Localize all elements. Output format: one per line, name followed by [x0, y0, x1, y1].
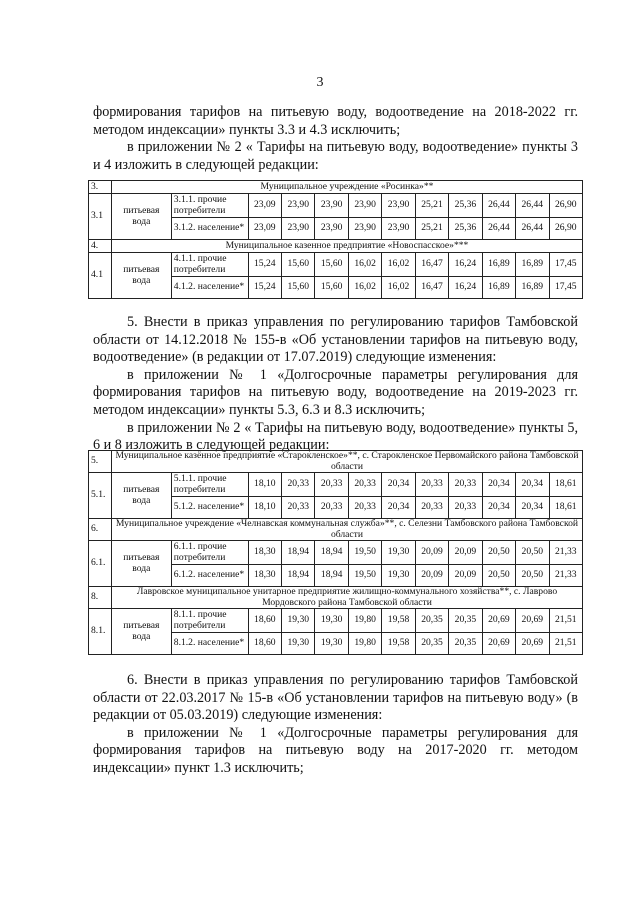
value-cell: 20,33 [282, 497, 315, 519]
value-cell: 20,34 [516, 473, 549, 497]
value-cell: 19,30 [315, 609, 348, 633]
value-cell: 19,58 [382, 633, 415, 655]
section-5-paragraph-3: в приложении № 2 « Тарифы на питьевую воду, водоотведение» пункты 5, 6 и 8 изложить в следующей редакции: [93, 419, 578, 454]
value-cell: 20,50 [516, 565, 549, 587]
value-cell: 20,50 [482, 565, 515, 587]
value-cell: 19,30 [282, 633, 315, 655]
value-cell: 20,69 [482, 633, 515, 655]
value-cell: 20,33 [415, 473, 448, 497]
value-cell: 18,10 [248, 473, 281, 497]
value-cell: 20,35 [449, 609, 482, 633]
value-cell: 20,09 [449, 541, 482, 565]
value-cell: 23,90 [315, 218, 348, 240]
value-cell: 20,09 [415, 565, 448, 587]
value-cell: 20,33 [415, 497, 448, 519]
table-row [89, 194, 583, 218]
value-cell: 20,33 [282, 473, 315, 497]
sub-index: 4.1 [89, 253, 112, 299]
section-6-paragraph-1: 6. Внести в приказ управления по регулированию тарифов Тамбовской области от 22.03.2017 № 15-в «Об установлении тарифов на питьевую воду» (в редакции от 05.03.2019) следующие изменения: [93, 672, 578, 724]
value-cell: 25,21 [415, 194, 448, 218]
value-cell: 23,90 [282, 194, 315, 218]
table-row [89, 253, 583, 277]
row-label: 3.1.1. прочие потребители [171, 194, 248, 218]
row-label: 6.1.1. прочие потребители [171, 541, 248, 565]
section-5-text [93, 314, 578, 455]
group-index: 4. [89, 240, 112, 253]
value-cell: 20,33 [348, 497, 381, 519]
value-cell: 18,94 [282, 541, 315, 565]
group-header: Муниципальное учреждение «Челнавская коммунальная служба»**, с. Селезни Тамбовского района Тамбовской области [111, 519, 582, 541]
value-cell: 23,90 [348, 194, 381, 218]
value-cell: 18,94 [282, 565, 315, 587]
value-cell: 25,36 [449, 218, 482, 240]
value-cell: 20,33 [348, 473, 381, 497]
value-cell: 18,60 [248, 633, 281, 655]
row-label: 4.1.2. население* [171, 277, 248, 299]
section-5-paragraph-1: 5. Внести в приказ управления по регулированию тарифов Тамбовской области от 14.12.2018 № 155-в «Об установлении тарифов на питьевую воду, водоотведение» (в редакции от 17.07.2019) следующие изменения: [93, 314, 578, 366]
value-cell: 19,80 [348, 633, 381, 655]
value-cell: 16,47 [415, 253, 448, 277]
value-cell: 16,02 [348, 277, 381, 299]
service-name: питьевая вода [111, 194, 171, 240]
value-cell: 19,30 [315, 633, 348, 655]
value-cell: 18,60 [248, 609, 281, 633]
table-group-header-row [89, 240, 583, 253]
value-cell: 20,34 [482, 497, 515, 519]
value-cell: 21,51 [549, 633, 582, 655]
service-name: питьевая вода [111, 473, 171, 519]
group-index: 8. [89, 587, 112, 609]
table-group-header-row [89, 519, 583, 541]
value-cell: 20,35 [449, 633, 482, 655]
intro-paragraph-1: формирования тарифов на питьевую воду, водоотведение на 2018-2022 гг. методом индексации» пункты 3.3 и 4.3 исключить; [93, 104, 578, 138]
value-cell: 25,36 [449, 194, 482, 218]
row-label: 8.1.2. население* [171, 633, 248, 655]
value-cell: 16,47 [415, 277, 448, 299]
sub-index: 8.1. [89, 609, 112, 655]
row-label: 8.1.1. прочие потребители [171, 609, 248, 633]
section-6-text [93, 672, 578, 778]
table-row [89, 541, 583, 565]
value-cell: 26,90 [549, 194, 582, 218]
value-cell: 26,44 [516, 218, 549, 240]
value-cell: 20,34 [482, 473, 515, 497]
value-cell: 19,30 [382, 541, 415, 565]
tariff-table-2 [88, 450, 583, 655]
row-label: 4.1.1. прочие потребители [171, 253, 248, 277]
table-group-header-row [89, 587, 583, 609]
value-cell: 21,33 [549, 565, 582, 587]
section-5-paragraph-2: в приложении № 1 «Долгосрочные параметры регулирования для формирования тарифов на питьевую воду, водоотведение на 2019-2023 гг. методом индексации» пункты 5.3, 6.3 и 8.3 исключить; [93, 366, 578, 418]
value-cell: 15,60 [315, 277, 348, 299]
value-cell: 20,50 [516, 541, 549, 565]
value-cell: 18,94 [315, 565, 348, 587]
sub-index: 5.1. [89, 473, 112, 519]
value-cell: 15,60 [282, 253, 315, 277]
group-index: 3. [89, 181, 112, 194]
value-cell: 25,21 [415, 218, 448, 240]
group-header: Муниципальное казенное предприятие «Новоспасское»*** [111, 240, 582, 253]
value-cell: 19,30 [282, 609, 315, 633]
value-cell: 23,09 [248, 218, 281, 240]
group-index: 5. [89, 451, 112, 473]
value-cell: 15,24 [248, 253, 281, 277]
service-name: питьевая вода [111, 541, 171, 587]
value-cell: 16,24 [449, 253, 482, 277]
value-cell: 15,60 [282, 277, 315, 299]
table-group-header-row [89, 451, 583, 473]
page-number: 3 [316, 75, 324, 90]
value-cell: 16,02 [382, 277, 415, 299]
value-cell: 18,10 [248, 497, 281, 519]
group-header: Лавровское муниципальное унитарное предприятие жилищно-коммунального хозяйства**, с. Лаврово Мордовского района Тамбовской области [111, 587, 582, 609]
value-cell: 19,30 [382, 565, 415, 587]
value-cell: 15,60 [315, 253, 348, 277]
value-cell: 19,50 [348, 565, 381, 587]
value-cell: 26,90 [549, 218, 582, 240]
intro-paragraph-2: в приложении № 2 « Тарифы на питьевую воду, водоотведение» пункты 3 и 4 изложить в следующей редакции: [93, 139, 578, 173]
value-cell: 20,35 [415, 633, 448, 655]
value-cell: 20,69 [516, 609, 549, 633]
value-cell: 18,61 [549, 497, 582, 519]
value-cell: 16,89 [482, 253, 515, 277]
value-cell: 23,90 [282, 218, 315, 240]
service-name: питьевая вода [111, 253, 171, 299]
service-name: питьевая вода [111, 609, 171, 655]
value-cell: 18,30 [248, 541, 281, 565]
row-label: 5.1.1. прочие потребители [171, 473, 248, 497]
row-label: 3.1.2. население* [171, 218, 248, 240]
value-cell: 15,24 [248, 277, 281, 299]
row-label: 5.1.2. население* [171, 497, 248, 519]
value-cell: 20,35 [415, 609, 448, 633]
value-cell: 26,44 [482, 194, 515, 218]
section-6-paragraph-2: в приложении № 1 «Долгосрочные параметры регулирования для формирования тарифов на питьевую воду на 2017-2020 гг. методом индексации» пункт 1.3 исключить; [93, 724, 578, 776]
value-cell: 26,44 [516, 194, 549, 218]
value-cell: 26,44 [482, 218, 515, 240]
value-cell: 23,90 [315, 194, 348, 218]
value-cell: 16,89 [516, 253, 549, 277]
value-cell: 16,02 [382, 253, 415, 277]
value-cell: 19,58 [382, 609, 415, 633]
value-cell: 16,24 [449, 277, 482, 299]
value-cell: 16,89 [516, 277, 549, 299]
intro-text [93, 104, 578, 174]
row-label: 6.1.2. население* [171, 565, 248, 587]
value-cell: 20,34 [382, 497, 415, 519]
value-cell: 20,33 [449, 473, 482, 497]
group-index: 6. [89, 519, 112, 541]
value-cell: 20,33 [449, 497, 482, 519]
value-cell: 20,34 [382, 473, 415, 497]
value-cell: 20,50 [482, 541, 515, 565]
value-cell: 23,90 [382, 218, 415, 240]
group-header: Муниципальное учреждение «Росинка»** [111, 181, 582, 194]
table-group-header-row [89, 181, 583, 194]
value-cell: 18,61 [549, 473, 582, 497]
value-cell: 19,50 [348, 541, 381, 565]
value-cell: 23,90 [382, 194, 415, 218]
value-cell: 20,09 [415, 541, 448, 565]
value-cell: 17,45 [549, 277, 582, 299]
value-cell: 20,33 [315, 497, 348, 519]
value-cell: 23,09 [248, 194, 281, 218]
value-cell: 21,51 [549, 609, 582, 633]
value-cell: 19,80 [348, 609, 381, 633]
value-cell: 20,33 [315, 473, 348, 497]
value-cell: 20,69 [482, 609, 515, 633]
value-cell: 23,90 [348, 218, 381, 240]
tariff-table-1 [88, 180, 583, 299]
table-row [89, 473, 583, 497]
sub-index: 3.1 [89, 194, 112, 240]
sub-index: 6.1. [89, 541, 112, 587]
value-cell: 18,30 [248, 565, 281, 587]
value-cell: 20,34 [516, 497, 549, 519]
group-header: Муниципальное казённое предприятие «Старокленское»**, с. Старокленское Первомайского района Тамбовской области [111, 451, 582, 473]
value-cell: 16,89 [482, 277, 515, 299]
value-cell: 16,02 [348, 253, 381, 277]
value-cell: 20,69 [516, 633, 549, 655]
value-cell: 21,33 [549, 541, 582, 565]
table-row [89, 609, 583, 633]
value-cell: 20,09 [449, 565, 482, 587]
value-cell: 17,45 [549, 253, 582, 277]
value-cell: 18,94 [315, 541, 348, 565]
